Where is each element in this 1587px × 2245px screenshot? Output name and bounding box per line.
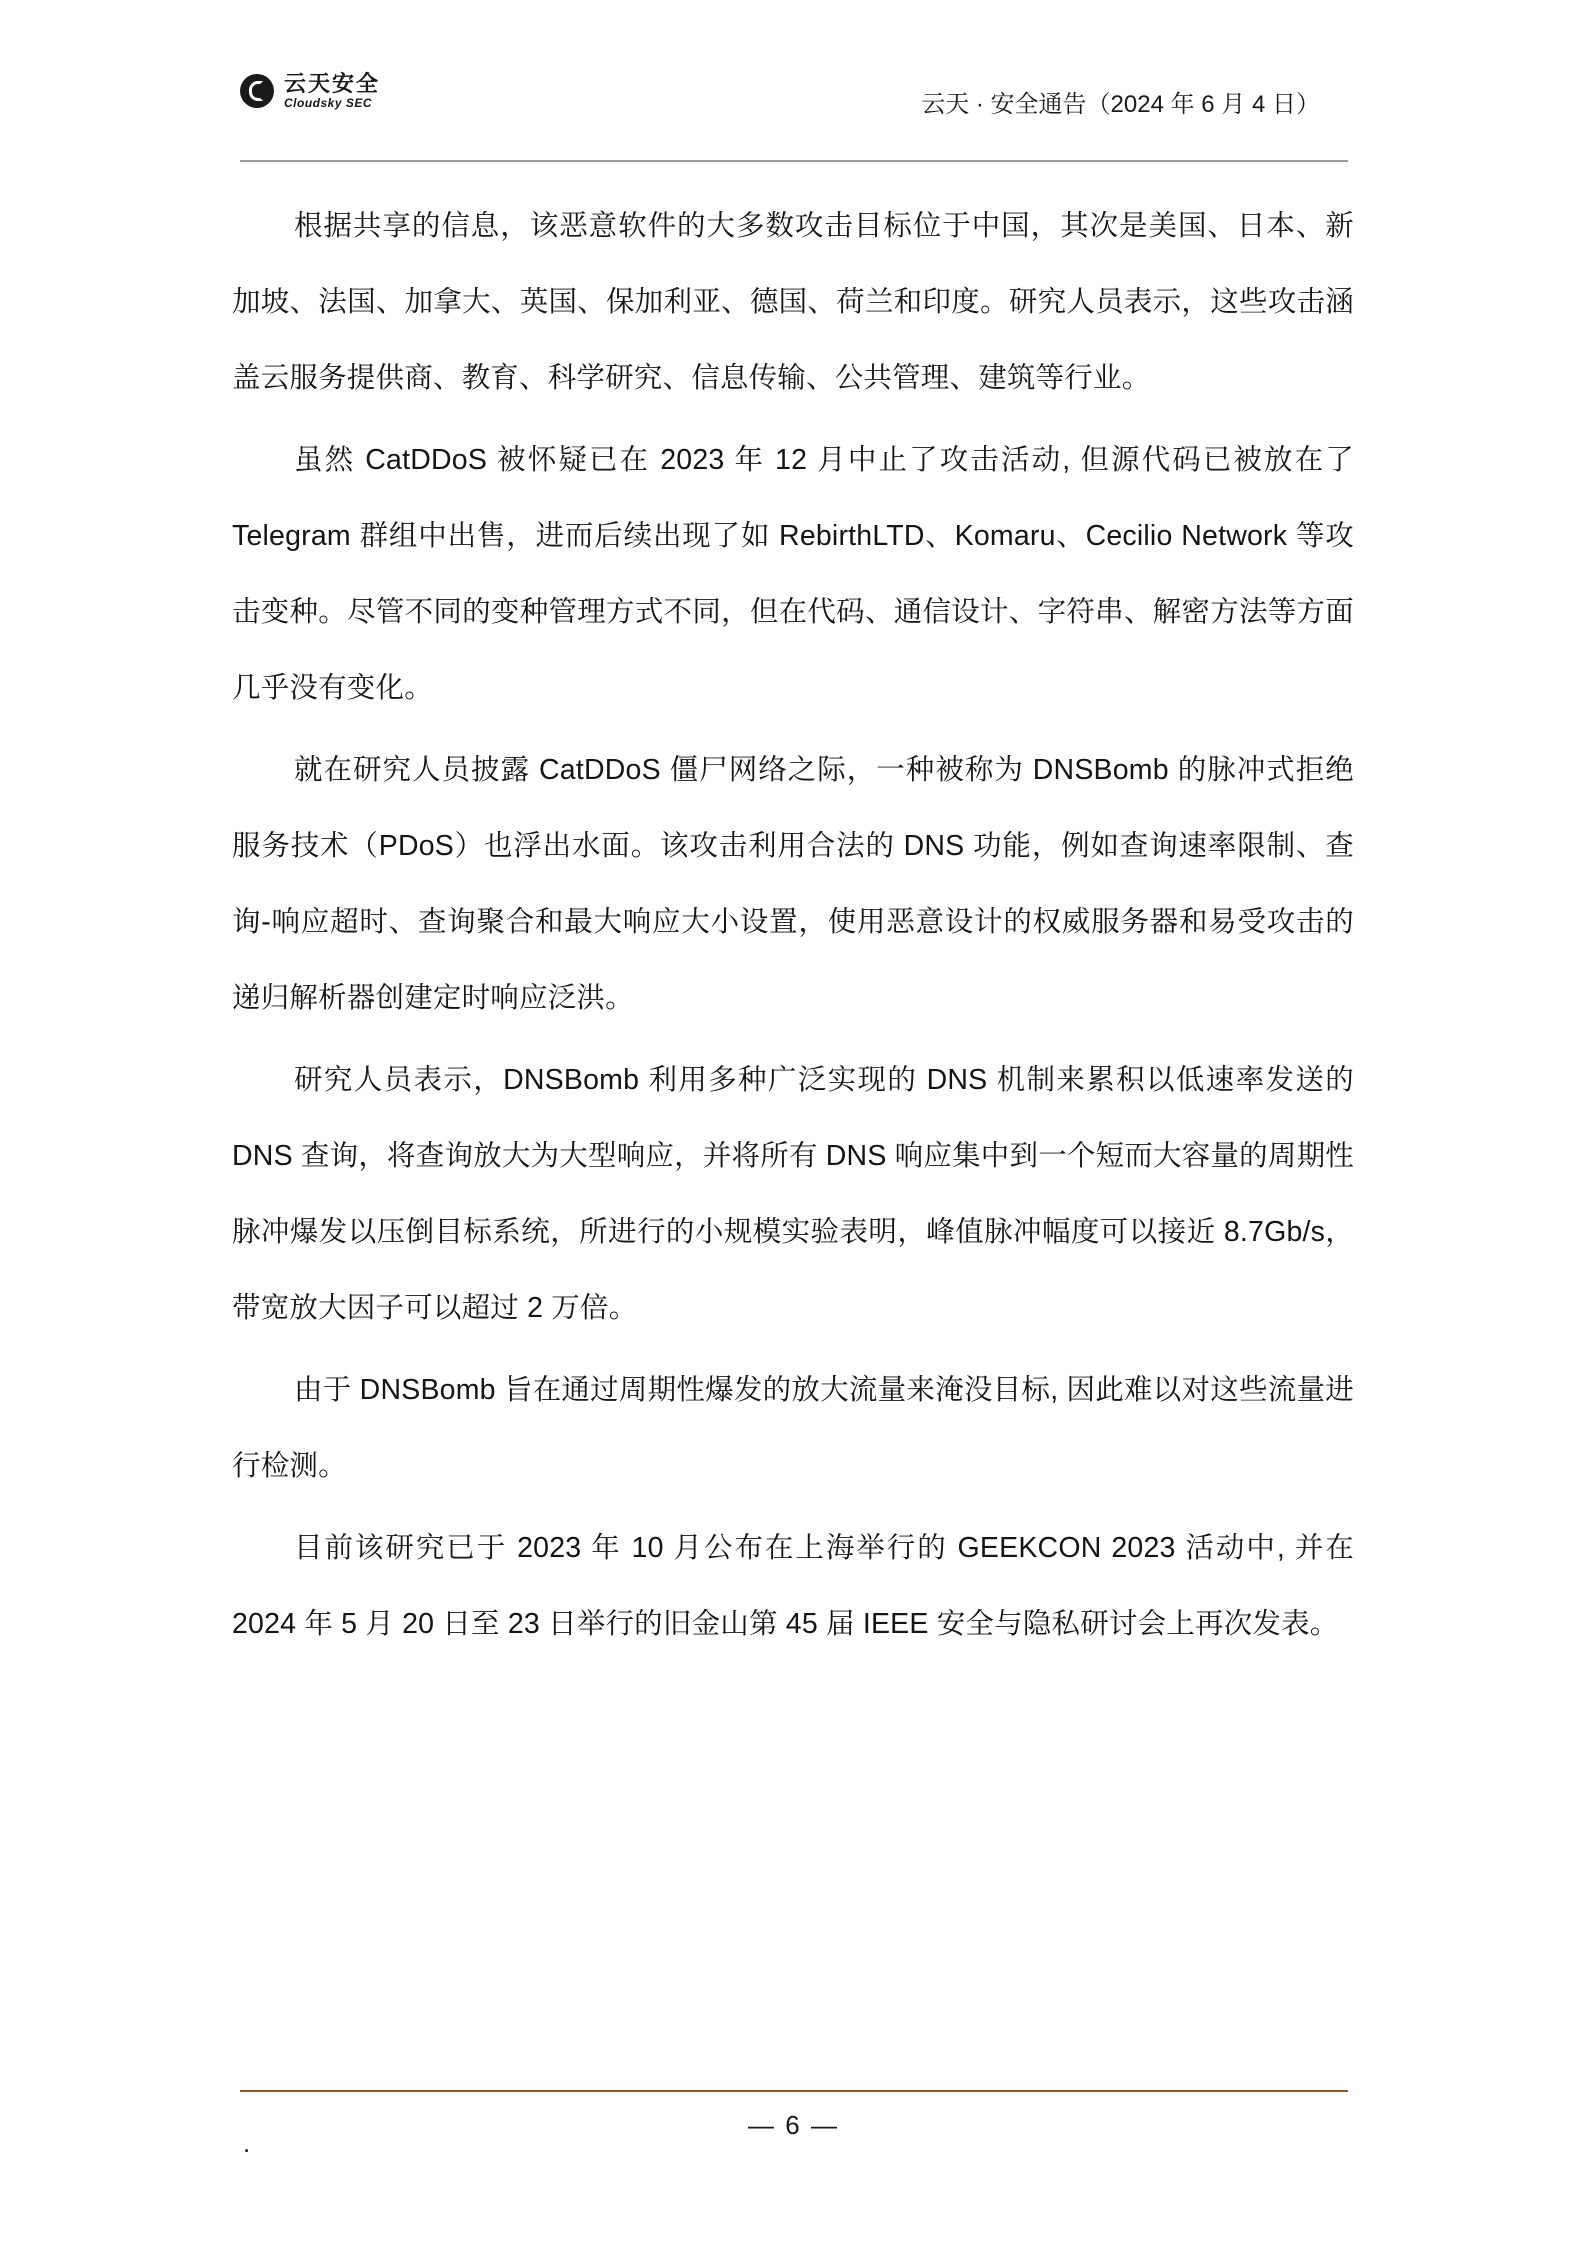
brand-logo-text [284, 72, 380, 110]
paragraph: 虽然 CatDDoS 被怀疑已在 2023 年 12 月中止了攻击活动, 但源代码已被放在了 Telegram 群组中出售，进而后续出现了如 RebirthLTD、Komaru、Cecilio Network 等攻击变种。尽管不同的变种管理方式不同，但在代码、通信设计、字符串、解密方法等方面几乎没有变化。 [232, 444, 1354, 704]
paragraph: 研究人员表示，DNSBomb 利用多种广泛实现的 DNS 机制来累积以低速率发送的 DNS 查询，将查询放大为大型响应，并将所有 DNS 响应集中到一个短而大容量的周期性脉冲爆发以压倒目标系统，所进行的小规模实验表明，峰值脉冲幅度可以接近 8.7Gb/s，带宽放大因子可以超过 2 万倍。 [232, 1064, 1354, 1324]
brand-name-en: Cloudsky SEC [284, 96, 373, 111]
paragraph: 根据共享的信息，该恶意软件的大多数攻击目标位于中国，其次是美国、日本、新加坡、法国、加拿大、英国、保加利亚、德国、荷兰和印度。研究人员表示，这些攻击涵盖云服务提供商、教育、科学研究、信息传输、公共管理、建筑等行业。 [232, 210, 1354, 394]
paragraph: 就在研究人员披露 CatDDoS 僵尸网络之际，一种被称为 DNSBomb 的脉冲式拒绝服务技术（PDoS）也浮出水面。该攻击利用合法的 DNS 功能，例如查询速率限制、查询-响应超时、查询聚合和最大响应大小设置，使用恶意设计的权威服务器和易受攻击的递归解析器创建定时响应泛洪。 [232, 754, 1354, 1014]
page-header [240, 62, 1348, 148]
brand-logo [240, 72, 380, 110]
header-divider [240, 160, 1348, 162]
page-number: — 6 — [748, 2110, 839, 2140]
brand-name-cn: 云天安全 [284, 71, 381, 96]
footer-divider [240, 2090, 1348, 2092]
footer-left-mark: . [243, 2128, 251, 2158]
paragraph: 由于 DNSBomb 旨在通过周期性爆发的放大流量来淹没目标, 因此难以对这些流量进行检测。 [232, 1374, 1354, 1482]
paragraph: 目前该研究已于 2023 年 10 月公布在上海举行的 GEEKCON 2023 活动中, 并在 2024 年 5 月 20 日至 23 日举行的旧金山第 45 届 IEEE 安全与隐私研讨会上再次发表。 [232, 1532, 1354, 1640]
document-body [232, 188, 1354, 1668]
header-title: 云天 · 安全通告（2024 年 6 月 4 日） [921, 91, 1320, 118]
cloudsky-logo-icon [240, 74, 274, 108]
